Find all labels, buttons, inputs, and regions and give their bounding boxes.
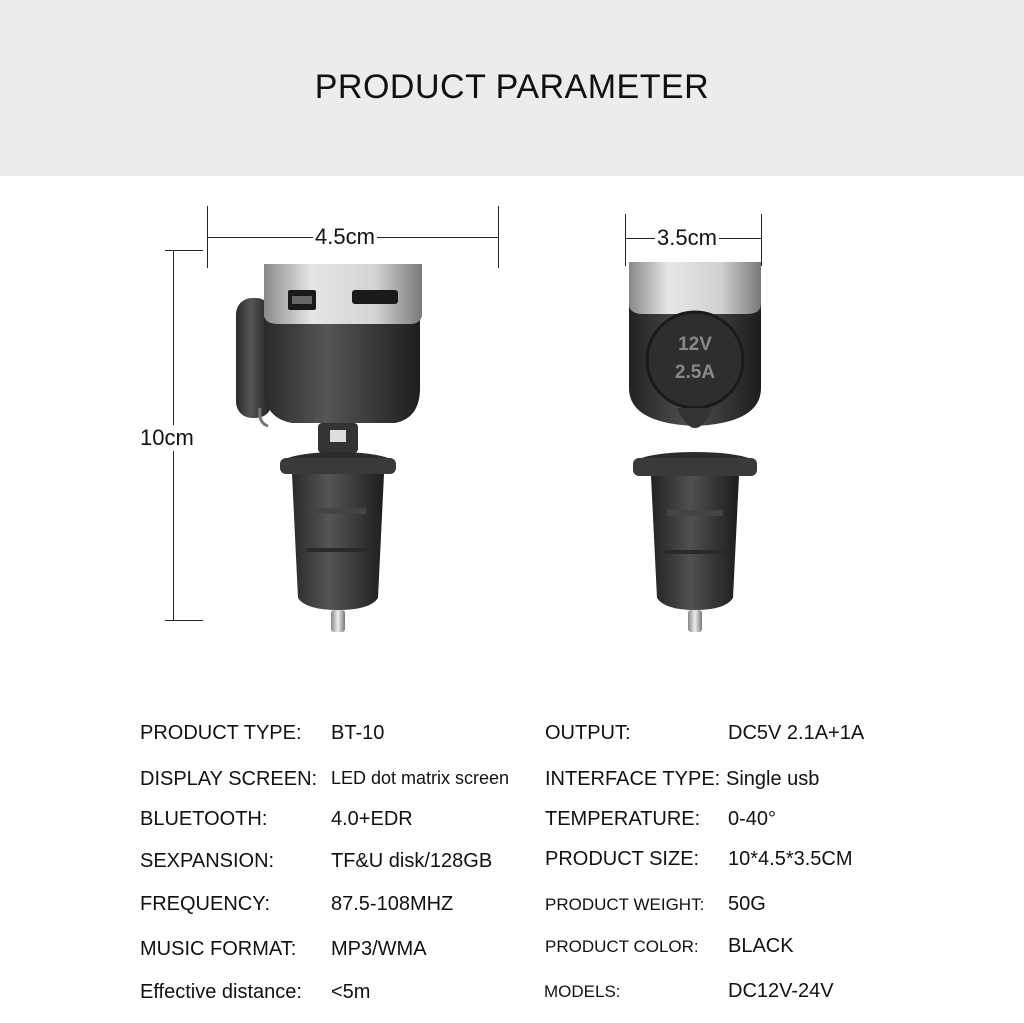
height-tick-top: [165, 250, 203, 251]
spec-label: Effective distance:: [140, 981, 302, 1003]
spec-value: 4.0+EDR: [331, 808, 413, 830]
spec-label: DISPLAY SCREEN:: [140, 768, 318, 790]
spec-label: FREQUENCY:: [140, 893, 271, 915]
spec-label: TEMPERATURE:: [545, 808, 701, 830]
header-banner: [0, 0, 1024, 176]
depth-label: 3.5cm: [657, 225, 717, 250]
page-title: PRODUCT PARAMETER: [314, 68, 710, 106]
product-front-view: [230, 258, 440, 643]
spec-label: MODELS:: [544, 982, 621, 1001]
product-side-view: [615, 258, 775, 643]
spec-label: SEXPANSION:: [140, 850, 275, 872]
spec-label: PRODUCT WEIGHT:: [545, 895, 705, 914]
spec-label: BLUETOOTH:: [140, 808, 268, 830]
socket-rating-12v: 12V: [678, 334, 712, 355]
spec-label: PRODUCT TYPE:: [140, 722, 302, 744]
spec-value: LED dot matrix screen: [331, 768, 510, 788]
spec-label: MUSIC FORMAT:: [140, 938, 297, 960]
spec-label: PRODUCT COLOR:: [545, 937, 699, 956]
height-label: 10cm: [140, 425, 194, 450]
spec-value: MP3/WMA: [331, 938, 427, 960]
socket-rating-2-5a: 2.5A: [674, 362, 716, 383]
spec-value: BT-10: [331, 722, 385, 744]
spec-value: <5m: [331, 981, 371, 1003]
spec-value: 0-40°: [728, 808, 777, 830]
width-label: 4.5cm: [315, 224, 375, 249]
spec-value: 87.5-108MHZ: [331, 893, 454, 915]
spec-value: Single usb: [726, 768, 820, 790]
spec-value: 50G: [728, 893, 766, 915]
spec-value: 10*4.5*3.5CM: [728, 848, 853, 870]
spec-value: DC5V 2.1A+1A: [728, 722, 865, 744]
spec-label: PRODUCT SIZE:: [545, 848, 700, 870]
spec-value: DC12V-24V: [728, 980, 834, 1002]
spec-label: OUTPUT:: [545, 722, 631, 744]
spec-value: TF&U disk/128GB: [331, 850, 493, 872]
spec-label: INTERFACE TYPE:: [545, 768, 721, 790]
height-tick-bottom: [165, 620, 203, 621]
spec-value: BLACK: [728, 935, 794, 957]
